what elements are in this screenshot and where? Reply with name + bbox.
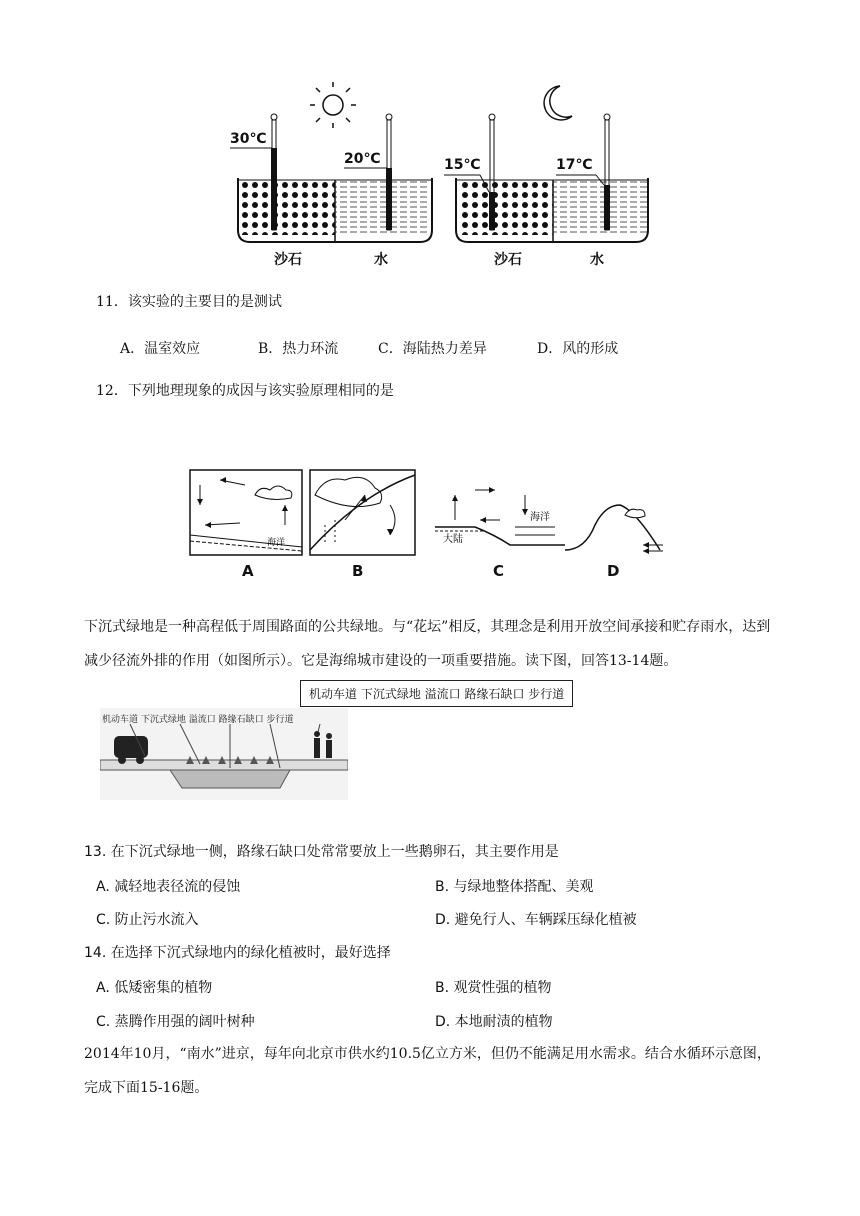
- figure-c: [435, 487, 565, 545]
- label-sand-day: 沙石: [274, 252, 302, 268]
- temp-night-water: 17℃: [556, 157, 593, 173]
- q13-option-d: D. 避免行人、车辆踩压绿化植被: [435, 912, 637, 928]
- sun-icon: [310, 82, 356, 128]
- temp-day-water: 20℃: [344, 151, 381, 167]
- svg-text:机动车道 下沉式绿地 溢流口 路缘石缺口 步行道: 机动车道 下沉式绿地 溢流口 路缘石缺口 步行道: [102, 715, 294, 725]
- q13-option-b: B. 与绿地整体搭配、美观: [435, 879, 594, 895]
- q14-option-a: A. 低矮密集的植物: [96, 980, 213, 996]
- svg-text:海洋: 海洋: [530, 512, 550, 523]
- q13-option-a: A. 减轻地表径流的侵蚀: [96, 879, 241, 895]
- q12-label-a: A: [242, 562, 254, 580]
- label-water-day: 水: [374, 252, 388, 268]
- experiment-figure: [230, 80, 650, 275]
- q12-stem: 12．下列地理现象的成因与该实验原理相同的是: [96, 383, 394, 399]
- figure-b: [310, 470, 415, 555]
- q14-stem: 14. 在选择下沉式绿地内的绿化植被时，最好选择: [84, 945, 391, 961]
- sunken-greenland-labels: 机动车道 下沉式绿地 溢流口 路缘石缺口 步行道: [300, 680, 573, 707]
- q11-option-b: B．热力环流: [258, 341, 339, 357]
- intro-15-16: 2014年10月，“南水”进京，每年向北京市供水约10.5亿立方米，但仍不能满足用水需求。结合水循环示意图，完成下面15-16题。: [84, 1046, 771, 1096]
- q14-option-b: B. 观赏性强的植物: [435, 980, 552, 996]
- intro-13-14: 下沉式绿地是一种高程低于周围路面的公共绿地。与“花坛”相反，其理念是利用开放空间承接和贮存雨水，达到减少径流外排的作用（如图所示）。它是海绵城市建设的一项重要措施。读下图，回答13-14题。: [84, 619, 771, 669]
- moon-icon: [544, 86, 572, 120]
- q11-option-c: C．海陆热力差异: [378, 341, 487, 357]
- svg-text:大陆: 大陆: [443, 534, 463, 545]
- label-sand-night: 沙石: [494, 252, 522, 268]
- night-container: [444, 114, 648, 242]
- q12-label-d: D: [607, 562, 620, 580]
- car-icon: [114, 736, 148, 758]
- temp-day-sand: 30℃: [230, 131, 267, 147]
- temp-night-sand: 15℃: [444, 157, 481, 173]
- q12-label-b: B: [352, 562, 364, 580]
- figure-a: [190, 470, 302, 555]
- q13-option-c: C. 防止污水流入: [96, 912, 199, 928]
- label-water-night: 水: [590, 252, 604, 268]
- q13-stem: 13. 在下沉式绿地一侧，路缘石缺口处常常要放上一些鹅卵石，其主要作用是: [84, 844, 559, 860]
- sunken-greenland-figure: [100, 708, 348, 800]
- q11-option-d: D．风的形成: [537, 341, 619, 357]
- q12-figures: [185, 465, 665, 560]
- q11-stem: 11．该实验的主要目的是测试: [96, 294, 282, 310]
- q14-option-c: C. 蒸腾作用强的阔叶树种: [96, 1014, 255, 1030]
- figure-d: [565, 505, 663, 554]
- q12-label-c: C: [493, 562, 505, 580]
- svg-text:海洋: 海洋: [267, 538, 286, 548]
- q11-option-a: A．温室效应: [120, 341, 201, 357]
- q14-option-d: D. 本地耐渍的植物: [435, 1014, 553, 1030]
